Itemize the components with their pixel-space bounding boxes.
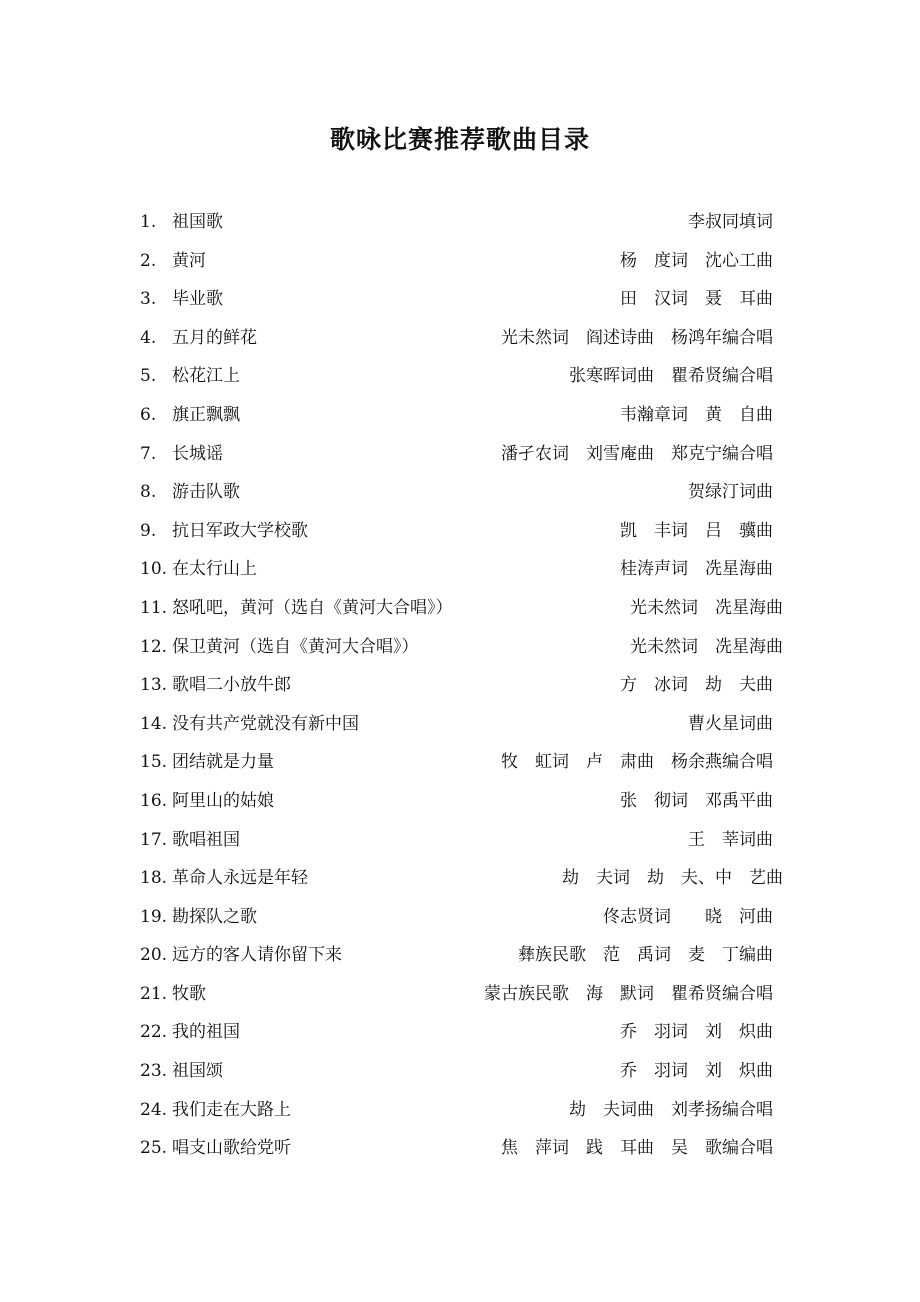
song-credits: 乔 羽词 刘 炽曲 bbox=[620, 1022, 773, 1043]
song-title: 长城谣 bbox=[172, 443, 223, 464]
song-title: 毕业歌 bbox=[172, 289, 223, 310]
song-title: 阿里山的姑娘 bbox=[172, 790, 274, 811]
song-number: 20. bbox=[140, 945, 168, 966]
song-credits: 劫 夫词曲 刘孝扬编合唱 bbox=[569, 1099, 773, 1120]
song-title: 歌唱祖国 bbox=[172, 829, 240, 850]
song-credits: 光未然词 冼星海曲 bbox=[630, 597, 783, 618]
song-number: 7. bbox=[140, 443, 157, 464]
song-number: 21. bbox=[140, 983, 168, 1004]
song-credits: 佟志贤词 晓 河曲 bbox=[603, 906, 773, 927]
song-credits: 光未然词 阎述诗曲 杨鸿年编合唱 bbox=[501, 327, 773, 348]
song-credits: 方 冰词 劫 夫曲 bbox=[620, 675, 773, 696]
song-number: 17. bbox=[140, 829, 168, 850]
song-number: 5. bbox=[140, 366, 157, 387]
song-list-item bbox=[140, 705, 785, 744]
song-list-item bbox=[140, 1129, 785, 1168]
song-credits: 焦 萍词 践 耳曲 吴 歌编合唱 bbox=[501, 1138, 773, 1159]
song-number: 1. bbox=[140, 212, 157, 232]
song-title: 抗日军政大学校歌 bbox=[172, 520, 308, 541]
song-list-item bbox=[140, 357, 785, 396]
song-credits: 凯 丰词 吕 骥曲 bbox=[620, 520, 773, 541]
song-credits: 潘孑农词 刘雪庵曲 郑克宁编合唱 bbox=[501, 443, 773, 464]
song-number: 14. bbox=[140, 713, 168, 734]
song-number: 2. bbox=[140, 250, 157, 271]
song-number: 16. bbox=[140, 790, 168, 811]
song-number: 15. bbox=[140, 752, 168, 773]
song-list-item bbox=[140, 435, 785, 474]
song-credits: 蒙古族民歌 海 默词 瞿希贤编合唱 bbox=[484, 983, 773, 1004]
song-list-item bbox=[140, 898, 785, 937]
song-credits: 张寒晖词曲 瞿希贤编合唱 bbox=[569, 366, 773, 387]
song-credits: 桂涛声词 冼星海曲 bbox=[620, 559, 773, 580]
page-title: 歌咏比赛推荐歌曲目录 bbox=[329, 125, 590, 154]
song-credits: 乔 羽词 刘 炽曲 bbox=[620, 1061, 773, 1082]
song-list-item bbox=[140, 396, 785, 435]
song-list-item bbox=[140, 203, 785, 242]
song-title: 团结就是力量 bbox=[172, 752, 274, 773]
song-list-item bbox=[140, 319, 785, 358]
song-list-item bbox=[140, 242, 785, 281]
song-title: 革命人永远是年轻 bbox=[172, 868, 308, 889]
song-list-item bbox=[140, 1052, 785, 1091]
song-title: 勘探队之歌 bbox=[172, 906, 257, 927]
song-list-item bbox=[140, 512, 785, 551]
song-list-item bbox=[140, 1091, 785, 1130]
song-number: 25. bbox=[140, 1138, 168, 1159]
song-credits: 贺绿汀词曲 bbox=[688, 482, 773, 503]
song-credits: 李叔同填词 bbox=[688, 212, 773, 232]
song-number: 23. bbox=[140, 1061, 168, 1082]
song-title: 五月的鲜花 bbox=[172, 327, 257, 348]
song-list-item bbox=[140, 550, 785, 589]
song-title: 没有共产党就没有新中国 bbox=[172, 713, 359, 734]
song-number: 9. bbox=[140, 520, 157, 541]
song-title: 保卫黄河（选自《黄河大合唱》） bbox=[172, 636, 419, 657]
song-list-item bbox=[140, 782, 785, 821]
song-title: 我们走在大路上 bbox=[172, 1099, 291, 1120]
song-number: 19. bbox=[140, 906, 168, 927]
song-number: 24. bbox=[140, 1099, 168, 1120]
song-list-item bbox=[140, 280, 785, 319]
song-list-item bbox=[140, 589, 785, 628]
song-list-item bbox=[140, 936, 785, 975]
song-credits: 曹火星词曲 bbox=[688, 713, 773, 734]
song-credits: 王 莘词曲 bbox=[688, 829, 773, 850]
song-title: 黄河 bbox=[172, 250, 206, 271]
song-number: 6. bbox=[140, 404, 157, 425]
song-number: 11. bbox=[140, 597, 168, 618]
song-number: 13. bbox=[140, 675, 168, 696]
song-list-item bbox=[140, 743, 785, 782]
song-title: 旗正飘飘 bbox=[172, 404, 240, 425]
song-number: 18. bbox=[140, 868, 168, 889]
song-list-item bbox=[140, 1013, 785, 1052]
song-title: 松花江上 bbox=[172, 366, 240, 387]
song-credits: 光未然词 冼星海曲 bbox=[630, 636, 783, 657]
song-title: 游击队歌 bbox=[172, 482, 240, 503]
song-list-item bbox=[140, 859, 785, 898]
song-list-item bbox=[140, 473, 785, 512]
song-title: 牧歌 bbox=[172, 983, 206, 1004]
song-credits: 劫 夫词 劫 夫、中 艺曲 bbox=[562, 868, 783, 889]
song-title: 歌唱二小放牛郎 bbox=[172, 675, 291, 696]
song-list-item bbox=[140, 666, 785, 705]
song-credits: 牧 虹词 卢 肃曲 杨余燕编合唱 bbox=[501, 752, 773, 773]
song-list bbox=[140, 203, 785, 1168]
song-title: 我的祖国 bbox=[172, 1022, 240, 1043]
song-list-item bbox=[140, 821, 785, 860]
song-credits: 张 彻词 邓禹平曲 bbox=[620, 790, 773, 811]
song-credits: 杨 度词 沈心工曲 bbox=[620, 250, 773, 271]
song-list-item bbox=[140, 628, 785, 667]
song-number: 8. bbox=[140, 482, 157, 503]
song-credits: 韦瀚章词 黄 自曲 bbox=[620, 404, 773, 425]
song-number: 4. bbox=[140, 327, 157, 348]
song-credits: 彝族民歌 范 禹词 麦 丁编曲 bbox=[518, 945, 773, 966]
song-title: 唱支山歌给党听 bbox=[172, 1138, 291, 1159]
song-number: 12. bbox=[140, 636, 168, 657]
song-title: 远方的客人请你留下来 bbox=[172, 945, 342, 966]
song-number: 3. bbox=[140, 289, 157, 310]
song-title: 在太行山上 bbox=[172, 559, 257, 580]
song-title: 祖国颂 bbox=[172, 1061, 223, 1082]
song-number: 22. bbox=[140, 1022, 168, 1043]
song-credits: 田 汉词 聂 耳曲 bbox=[620, 289, 773, 310]
song-number: 10. bbox=[140, 559, 168, 580]
song-title: 怒吼吧，黄河（选自《黄河大合唱》） bbox=[172, 597, 453, 618]
song-list-item bbox=[140, 975, 785, 1014]
song-title: 祖国歌 bbox=[172, 212, 223, 232]
